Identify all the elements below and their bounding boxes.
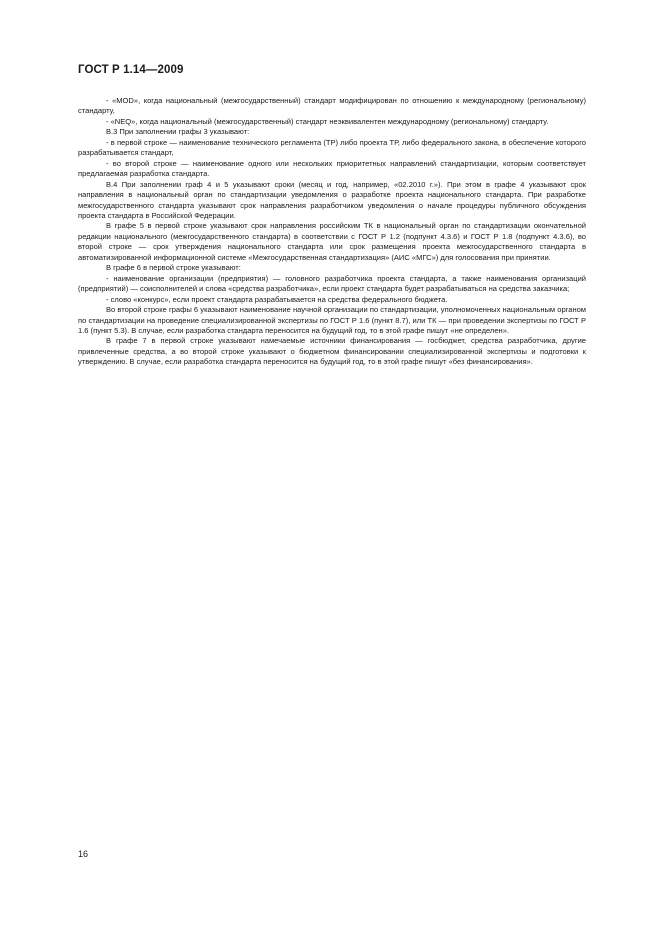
document-body bbox=[78, 96, 586, 368]
paragraph-column-6-second-line: Во второй строке графы 6 указывают наименование научной организации по стандартизации, уполномоченных национальным органом по стандартизации на проведение специализированной экспертизы по ГОСТ Р 1.6 (пункт 8.7), или ТК — при проведении экспертизы по ГОСТ Р 1.6 (пункт 5.3). В случае, если разработка стандарта переносится на будущий год, то в этой графе пишут «не определен». bbox=[78, 305, 586, 335]
paragraph-column-6-heading: В графе 6 в первой строке указывают: bbox=[106, 263, 241, 273]
document-header: ГОСТ Р 1.14—2009 bbox=[78, 64, 184, 76]
paragraph-b3-heading: В.3 При заполнении графы 3 указывают: bbox=[106, 127, 250, 137]
paragraph-column-5: В графе 5 в первой строке указывают срок направления российским ТК в национальный орган по стандартизации окончательной редакции национального (межгосударственного стандарта) в соответствии с ГОСТ Р 1.2 (подпункт 4.3.6) и ГОСТ Р 1.8 (подпункт 4.3.6), во второй строке — срок утверждения национального стандарта или срок размещения проекта межгосударственного стандарта в автоматизированной информационной системе «Межгосударственная стандартизация» (АИС «МГС») для голосования при принятии. bbox=[78, 221, 586, 262]
paragraph-column-6-contest: - слово «конкурс», если проект стандарта разрабатывается на средства федерального бюджета. bbox=[106, 294, 448, 304]
paragraph-b3-first-line: - в первой строке — наименование технического регламента (ТР) либо проекта ТР, либо федерального закона, в обеспечение которого разрабатывается стандарт, bbox=[78, 137, 586, 158]
paragraph-b3-second-line: - во второй строке — наименование одного или нескольких приоритетных направлений стандартизации, которым соответствует предлагаемая разработка стандарта. bbox=[78, 158, 586, 179]
page-number: 16 bbox=[78, 849, 89, 859]
paragraph-mod: - «MOD», когда национальный (межгосударственный) стандарт модифицирован по отношению к международному (региональному) стандарту, bbox=[78, 96, 586, 116]
paragraph-neq: - «NEQ», когда национальный (межгосударственный) стандарт неэквивалентен международному (региональному) стандарту. bbox=[106, 116, 549, 126]
paragraph-column-6-organization: - наименование организации (предприятия) — головного разработчика проекта стандарта, а также наименования организаций (предприятий) — соисполнителей и слова «средства разработчика», если проект стандарта будет разрабатываться на средства заказчика; bbox=[78, 273, 586, 294]
paragraph-column-7: В графе 7 в первой строке указывают намечаемые источники финансирования — госбюджет, средства разработчика, другие привлеченные средства, а во второй строке указывают о бюджетном финансировании специализированной экспертизы и подготовки к утверждению. В случае, если разработка стандарта переносится на будущий год, то в этой графе пишут «без финансирования». bbox=[78, 336, 586, 367]
paragraph-b4: В.4 При заполнении граф 4 и 5 указывают сроки (месяц и год, например, «02.2010 г.»). При этом в графе 4 указывают срок направления в национальный орган по стандартизации уведомления о разработке проекта национального стандарта. При разработке межгосударственного стандарта указывают срок направления разработчиком уведомления о начале процедуры публичного обсуждения проекта стандарта в Российской Федерации. bbox=[78, 179, 586, 220]
